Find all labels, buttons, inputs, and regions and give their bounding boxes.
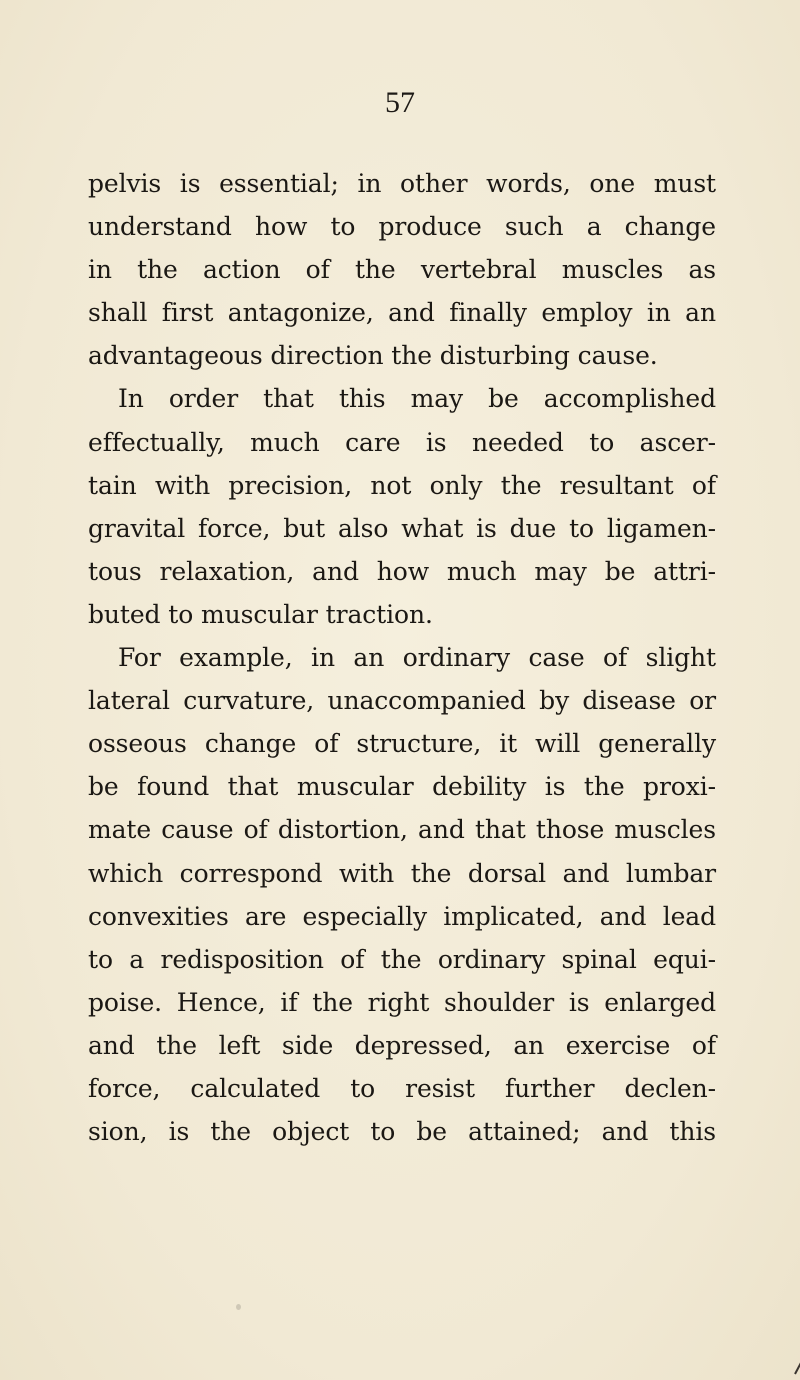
body-text (88, 162, 716, 1153)
text-line: pelvis is essential; in other words, one must (88, 169, 716, 198)
text-line: in the action of the vertebral muscles as (88, 255, 716, 285)
text-line: tain with precision, not only the resultant of (88, 470, 716, 500)
text-line: advantageous direction the disturbing cause. (88, 341, 658, 371)
text-line: understand how to produce such a change (88, 212, 716, 242)
text-line: effectually, much care is needed to ascer- (88, 427, 716, 457)
text-line: lateral curvature, unaccompanied by disease or (88, 686, 716, 716)
text-line: For example, in an ordinary case of slight (118, 643, 716, 673)
page-number: 57 (385, 86, 415, 119)
text-line: shall first antagonize, and finally employ in an (88, 298, 716, 328)
text-line: which correspond with the dorsal and lumbar (88, 858, 716, 888)
text-line: poise. Hence, if the right shoulder is enlarged (88, 987, 716, 1017)
text-line: and the left side depressed, an exercise of (88, 1030, 716, 1060)
text-line: tous relaxation, and how much may be attri- (88, 556, 716, 586)
page-edge-mark (794, 1354, 800, 1374)
text-line: convexities are especially implicated, and lead (88, 901, 716, 931)
text-line: gravital force, but also what is due to ligamen- (88, 513, 716, 543)
text-line: force, calculated to resist further declen- (88, 1073, 716, 1103)
text-line: buted to muscular traction. (88, 599, 433, 629)
text-line: mate cause of distortion, and that those muscles (88, 815, 716, 845)
paragraph-2 (88, 377, 716, 636)
text-line: be found that muscular debility is the proxi- (88, 772, 716, 802)
paragraph-3 (88, 636, 716, 1153)
text-line: In order that this may be accomplished (118, 384, 716, 414)
text-line: osseous change of structure, it will generally (88, 729, 716, 759)
text-line: sion, is the object to be attained; and this (88, 1117, 716, 1147)
text-line: to a redisposition of the ordinary spinal equi- (88, 944, 716, 974)
paper-speck (236, 1304, 241, 1310)
paragraph-1 (88, 162, 716, 377)
